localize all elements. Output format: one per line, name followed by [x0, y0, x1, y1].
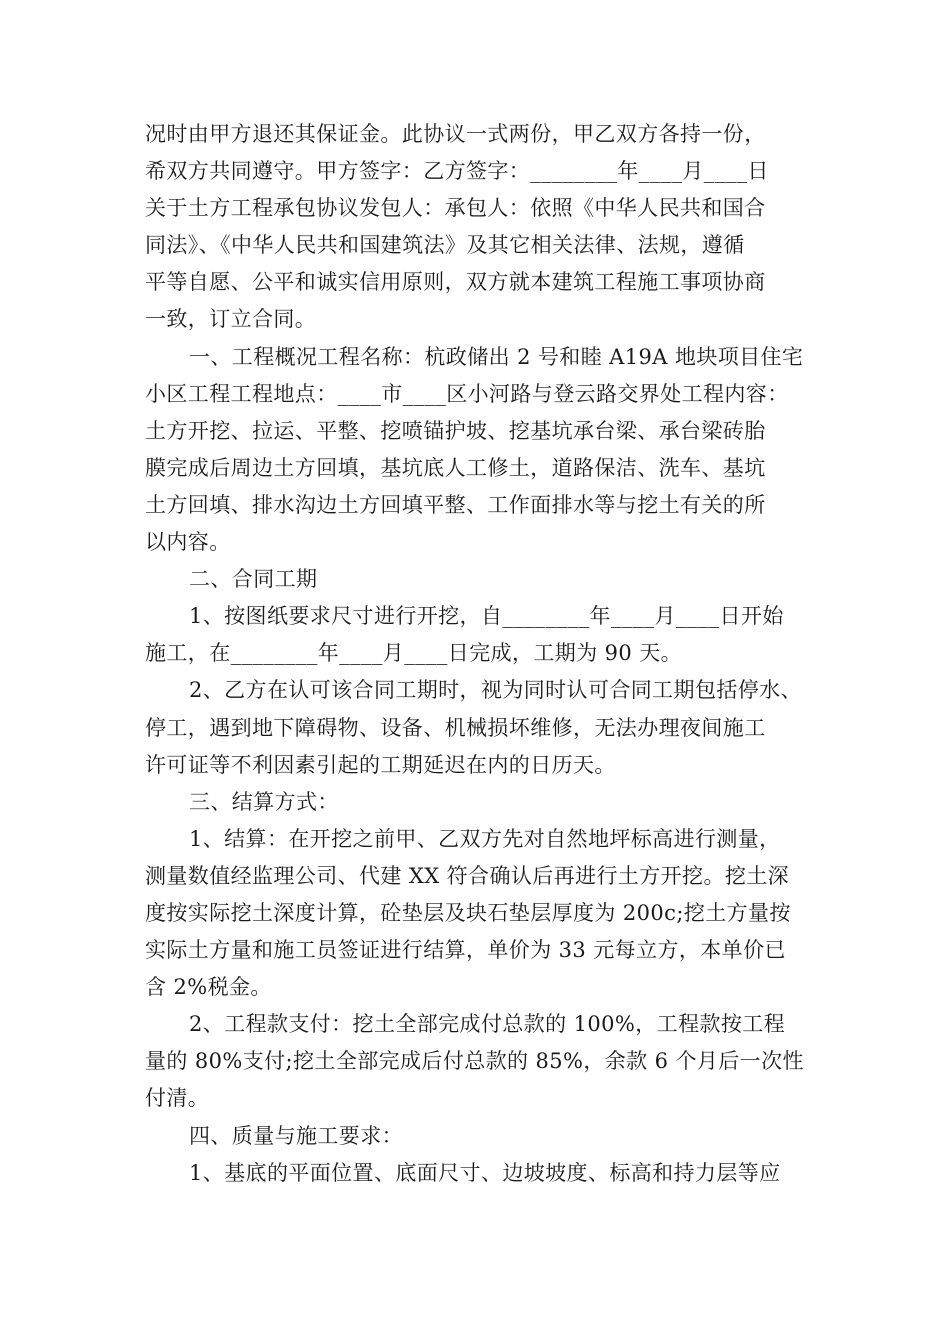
- text-line: 量的 80%支付;挖土全部完成后付总款的 85%，余款 6 个月后一次性: [145, 1049, 804, 1074]
- clause-line: 1、结算：在开挖之前甲、乙双方先对自然地坪标高进行测量，: [189, 826, 781, 851]
- clause-line: 1、基底的平面位置、底面尺寸、边坡坡度、标高和持力层等应: [189, 1160, 781, 1185]
- text-line: 实际土方量和施工员签证进行结算，单价为 33 元每立方，本单价已: [145, 938, 786, 963]
- text-line: 况时由甲方退还其保证金。此协议一式两份，甲乙双方各持一份，: [145, 122, 766, 146]
- clause-line: 2、乙方在认可该合同工期时，视为同时认可合同工期包括停水、: [189, 678, 802, 703]
- text-line: 希双方共同遵守。甲方签字：乙方签字：________年____月____日: [145, 159, 769, 184]
- clause-line: 1、按图纸要求尺寸进行开挖，自________年____月____日开始: [189, 604, 784, 629]
- text-line: 测量数值经监理公司、代建 XX 符合确认后再进行土方开挖。挖土深: [145, 863, 790, 888]
- text-line: 同法》、《中华人民共和国建筑法》及其它相关法律、法规，遵循: [145, 233, 745, 258]
- text-line: 关于土方工程承包协议发包人：承包人：依照《中华人民共和国合: [145, 196, 766, 221]
- clause-line: 2、工程款支付：挖土全部完成付总款的 100%，工程款按工程: [189, 1012, 786, 1037]
- text-line: 土方回填、排水沟边土方回填平整、工作面排水等与挖土有关的所: [145, 492, 766, 517]
- section-heading-line: 三、结算方式：: [189, 789, 339, 814]
- text-line: 小区工程工程地点：____市____区小河路与登云路交界处工程内容：: [145, 381, 789, 406]
- section-heading-line: 一、工程概况工程名称：杭政储出 2 号和睦 A19A 地块项目住宅: [189, 344, 804, 369]
- text-line: 度按实际挖土深度计算，砼垫层及块石垫层厚度为 200c;挖土方量按: [145, 900, 791, 925]
- text-line: 平等自愿、公平和诚实信用原则，双方就本建筑工程施工事项协商: [145, 270, 766, 295]
- text-line: 一致，订立合同。: [145, 307, 317, 332]
- text-line: 施工，在________年____月____日完成，工期为 90 天。: [145, 641, 683, 666]
- text-line: 停工，遇到地下障碍物、设备、机械损坏维修，无法办理夜间施工: [145, 715, 766, 740]
- section-heading-line: 四、质量与施工要求：: [189, 1123, 403, 1148]
- text-line: 付清。: [145, 1086, 210, 1111]
- text-line: 含 2%税金。: [145, 975, 272, 1000]
- text-line: 以内容。: [145, 530, 231, 555]
- text-line: 土方开挖、拉运、平整、挖喷锚护坡、挖基坑承台梁、承台梁砖胎: [145, 418, 766, 443]
- text-line: 膜完成后周边土方回填，基坑底人工修土，道路保洁、洗车、基坑: [145, 455, 766, 480]
- document-body: [145, 116, 815, 1192]
- text-line: 许可证等不利因素引起的工期延迟在内的日历天。: [145, 752, 616, 777]
- section-heading-line: 二、合同工期: [189, 567, 318, 592]
